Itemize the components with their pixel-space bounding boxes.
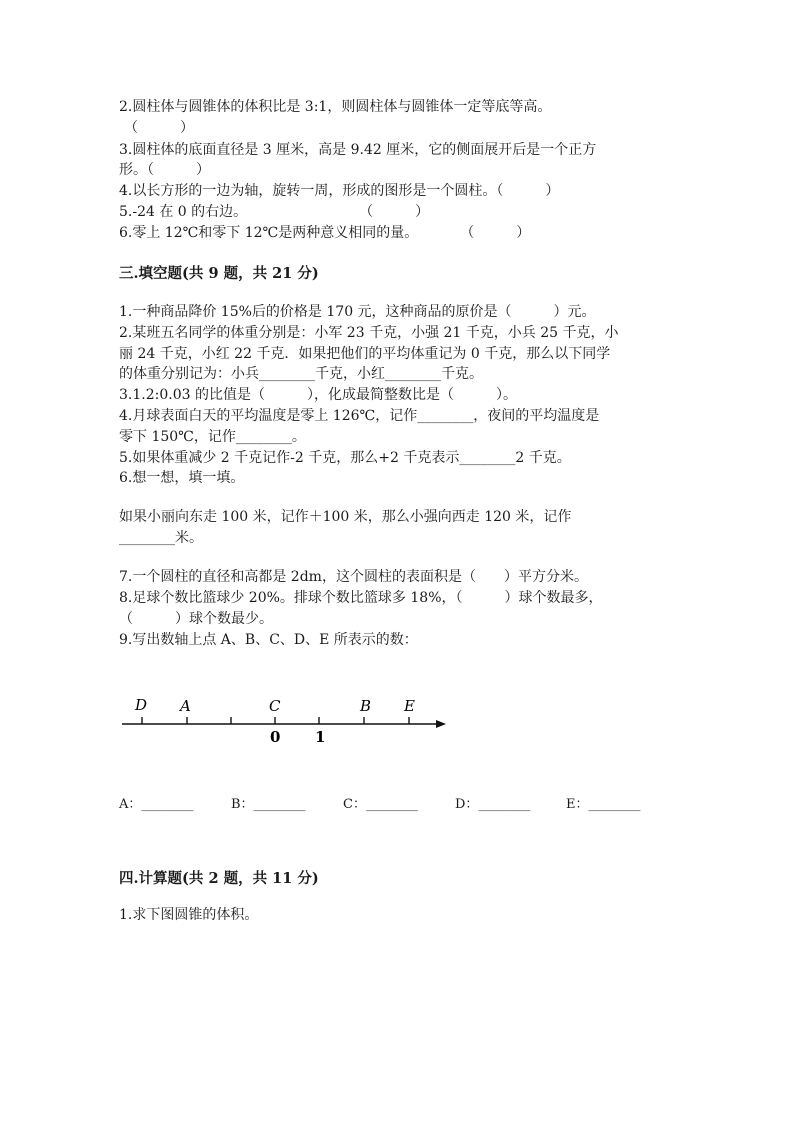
fill-question-8-cont: （ ）球个数最少。 xyxy=(119,611,273,627)
judge-question-5: 5.-24 在 0 的右边。 （ ） xyxy=(119,204,430,220)
fill-question-6-body-cont: ________米。 xyxy=(119,530,203,546)
number-line-figure xyxy=(110,690,460,750)
point-label-e: E xyxy=(404,697,415,715)
calc-section-heading: 四.计算题(共 2 题，共 11 分) xyxy=(119,870,319,887)
judge-question-2-blank: （ ） xyxy=(124,120,194,136)
judge-question-3-cont: 形。（ ） xyxy=(119,162,210,178)
answer-b: B：________ xyxy=(231,797,306,812)
answer-e: E：________ xyxy=(566,797,641,812)
answer-a: A：________ xyxy=(119,797,194,812)
fill-question-7: 7.一个圆柱的直径和高都是 2dm，这个圆柱的表面积是（ ）平方分米。 xyxy=(119,569,588,585)
point-label-c: C xyxy=(269,697,281,715)
tick-label-one: 1 xyxy=(315,728,326,746)
fill-question-4: 4.月球表面白天的平均温度是零上 126℃，记作________，夜间的平均温度是 xyxy=(119,408,600,424)
fill-question-3: 3.1.2:0.03 的比值是（ ），化成最简整数比是（ ）。 xyxy=(119,387,517,403)
point-label-a: A xyxy=(180,697,191,715)
fill-question-4-cont: 零下 150℃，记作________。 xyxy=(119,429,306,445)
fill-question-2-cont: 丽 24 千克，小红 22 千克．如果把他们的平均体重记为 0 千克，那么以下同学 xyxy=(119,346,611,362)
fill-question-6: 6.想一想，填一填。 xyxy=(119,470,245,486)
fill-question-1: 1.一种商品降价 15%后的价格是 170 元，这种商品的原价是（ ）元。 xyxy=(119,304,596,320)
fill-section-heading: 三.填空题(共 9 题，共 21 分) xyxy=(119,265,319,282)
fill-question-9: 9.写出数轴上点 A、B、C、D、E 所表示的数： xyxy=(119,632,418,648)
fill-question-6-body: 如果小丽向东走 100 米，记作＋100 米，那么小强向西走 120 米，记作 xyxy=(119,509,572,525)
fill-question-2: 2.某班五名同学的体重分别是：小军 23 千克，小强 21 千克，小兵 25 千克，小 xyxy=(119,325,619,341)
judge-question-3: 3.圆柱体的底面直径是 3 厘米，高是 9.42 厘米，它的侧面展开后是一个正方 xyxy=(119,142,597,158)
fill-question-2-cont2: 的体重分别记为：小兵________千克，小红________千克。 xyxy=(119,366,483,382)
tick-label-zero: 0 xyxy=(270,728,281,746)
judge-question-4: 4.以长方形的一边为轴，旋转一周，形成的图形是一个圆柱。（ ） xyxy=(119,183,560,199)
calc-question-1: 1.求下图圆锥的体积。 xyxy=(119,907,259,923)
point-label-b: B xyxy=(360,697,372,715)
number-line-arrow xyxy=(436,720,446,728)
point-label-d: D xyxy=(135,696,148,714)
answer-d: D：________ xyxy=(455,797,531,812)
fill-question-5: 5.如果体重减少 2 千克记作-2 千克，那么+2 千克表示________2 千克。 xyxy=(119,450,571,466)
fill-question-8: 8.足球个数比篮球少 20%。排球个数比篮球多 18%，（ ）球个数最多， xyxy=(119,590,603,606)
judge-question-2: 2.圆柱体与圆锥体的体积比是 3:1，则圆柱体与圆锥体一定等底等高。 xyxy=(119,99,552,115)
judge-question-6: 6.零上 12℃和零下 12℃是两种意义相同的量。 （ ） xyxy=(119,225,531,241)
answer-c: C：________ xyxy=(343,797,418,812)
